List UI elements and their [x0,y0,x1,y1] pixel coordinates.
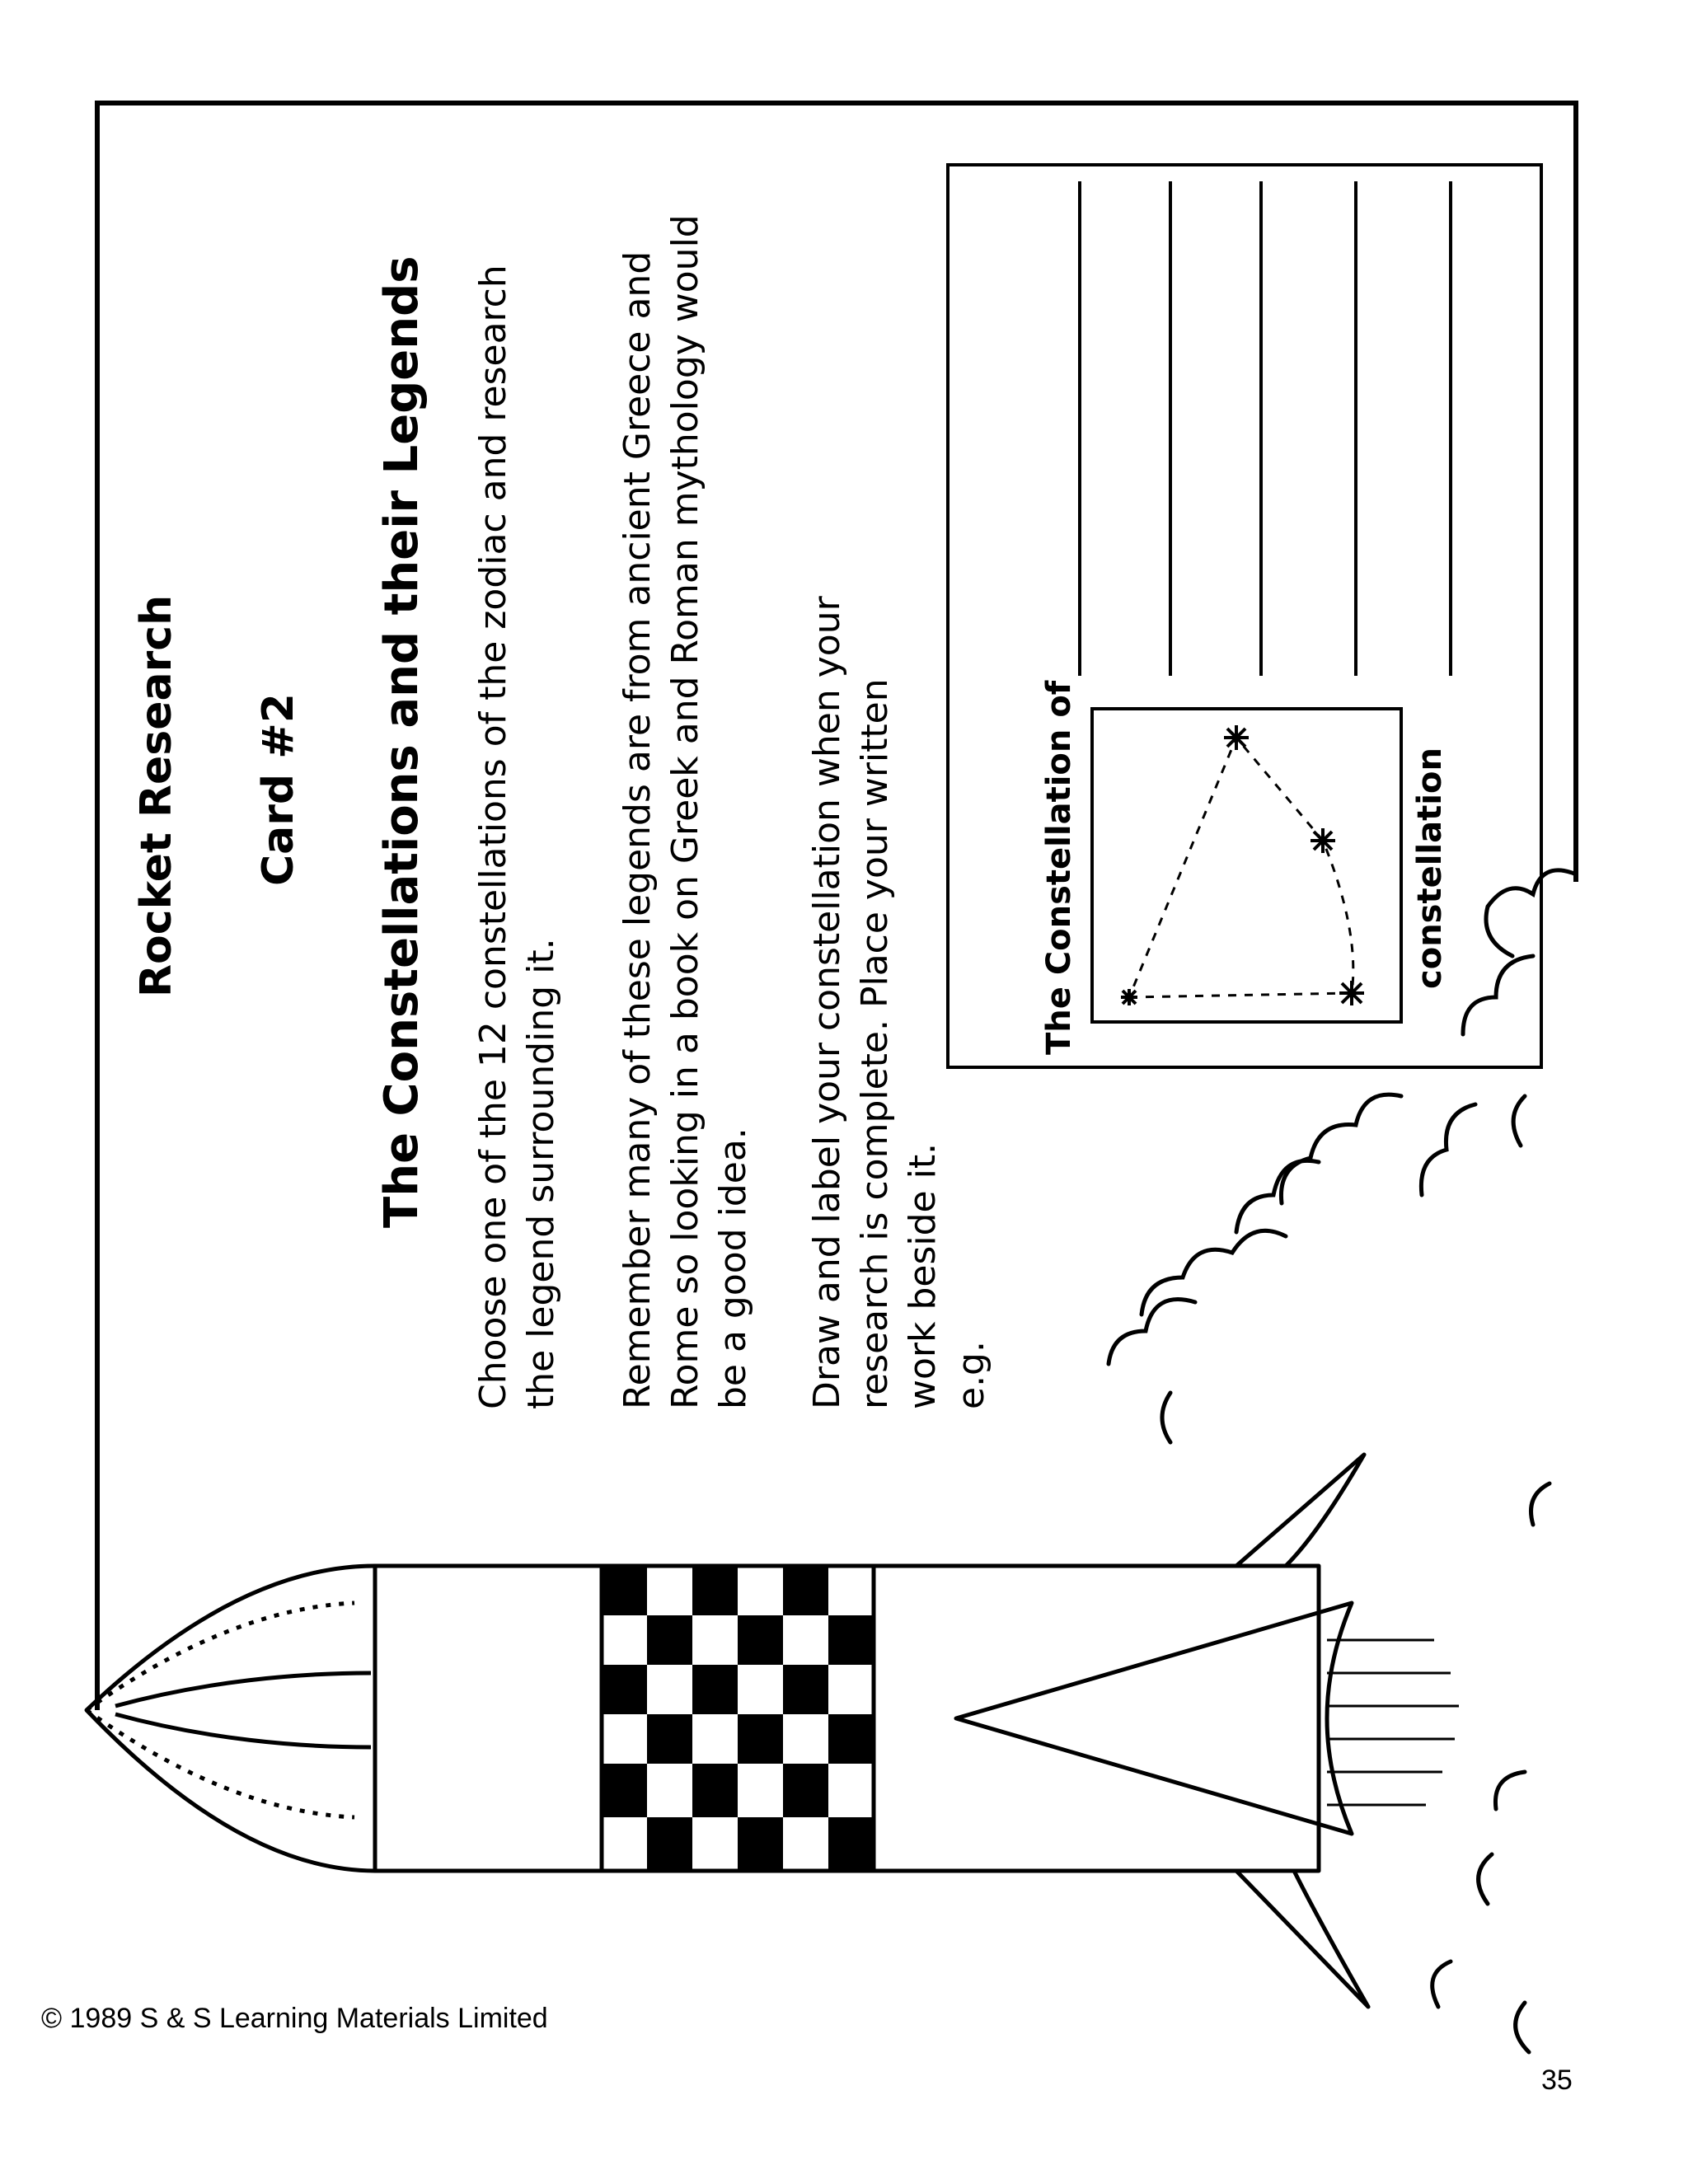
smoke-clouds-icon [1109,870,1574,2052]
page-number: 35 [1541,2064,1573,2096]
card-number: Card #2 [254,693,303,886]
instruction-paragraph-3: Draw and label your constellation when your research is complete. Place your written work beside it. [806,596,944,1409]
copyright-notice: © 1989 S & S Learning Materials Limited [41,2003,548,2034]
rocket-checkered-band [602,1566,874,1871]
writing-lines [1080,181,1451,676]
example-title: The Constellation of [1040,680,1078,1055]
constellation-drawing-box [1092,709,1401,1022]
example-caption: constellation [1411,748,1449,989]
card-title: Rocket Research [132,594,181,997]
constellation-diagram-icon [1121,725,1364,1005]
example-label: e.g. [950,1341,992,1409]
instruction-paragraph-1: Choose one of the 12 constellations of the zodiac and research the legend surrounding it. [472,265,562,1409]
card-heading: The Constellations and their Legends [375,255,429,1228]
instruction-paragraph-2: Remember many of these legends are from ancient Greece and Rome so looking in a book on Greek and Roman mythology would be a good idea. [617,214,754,1409]
